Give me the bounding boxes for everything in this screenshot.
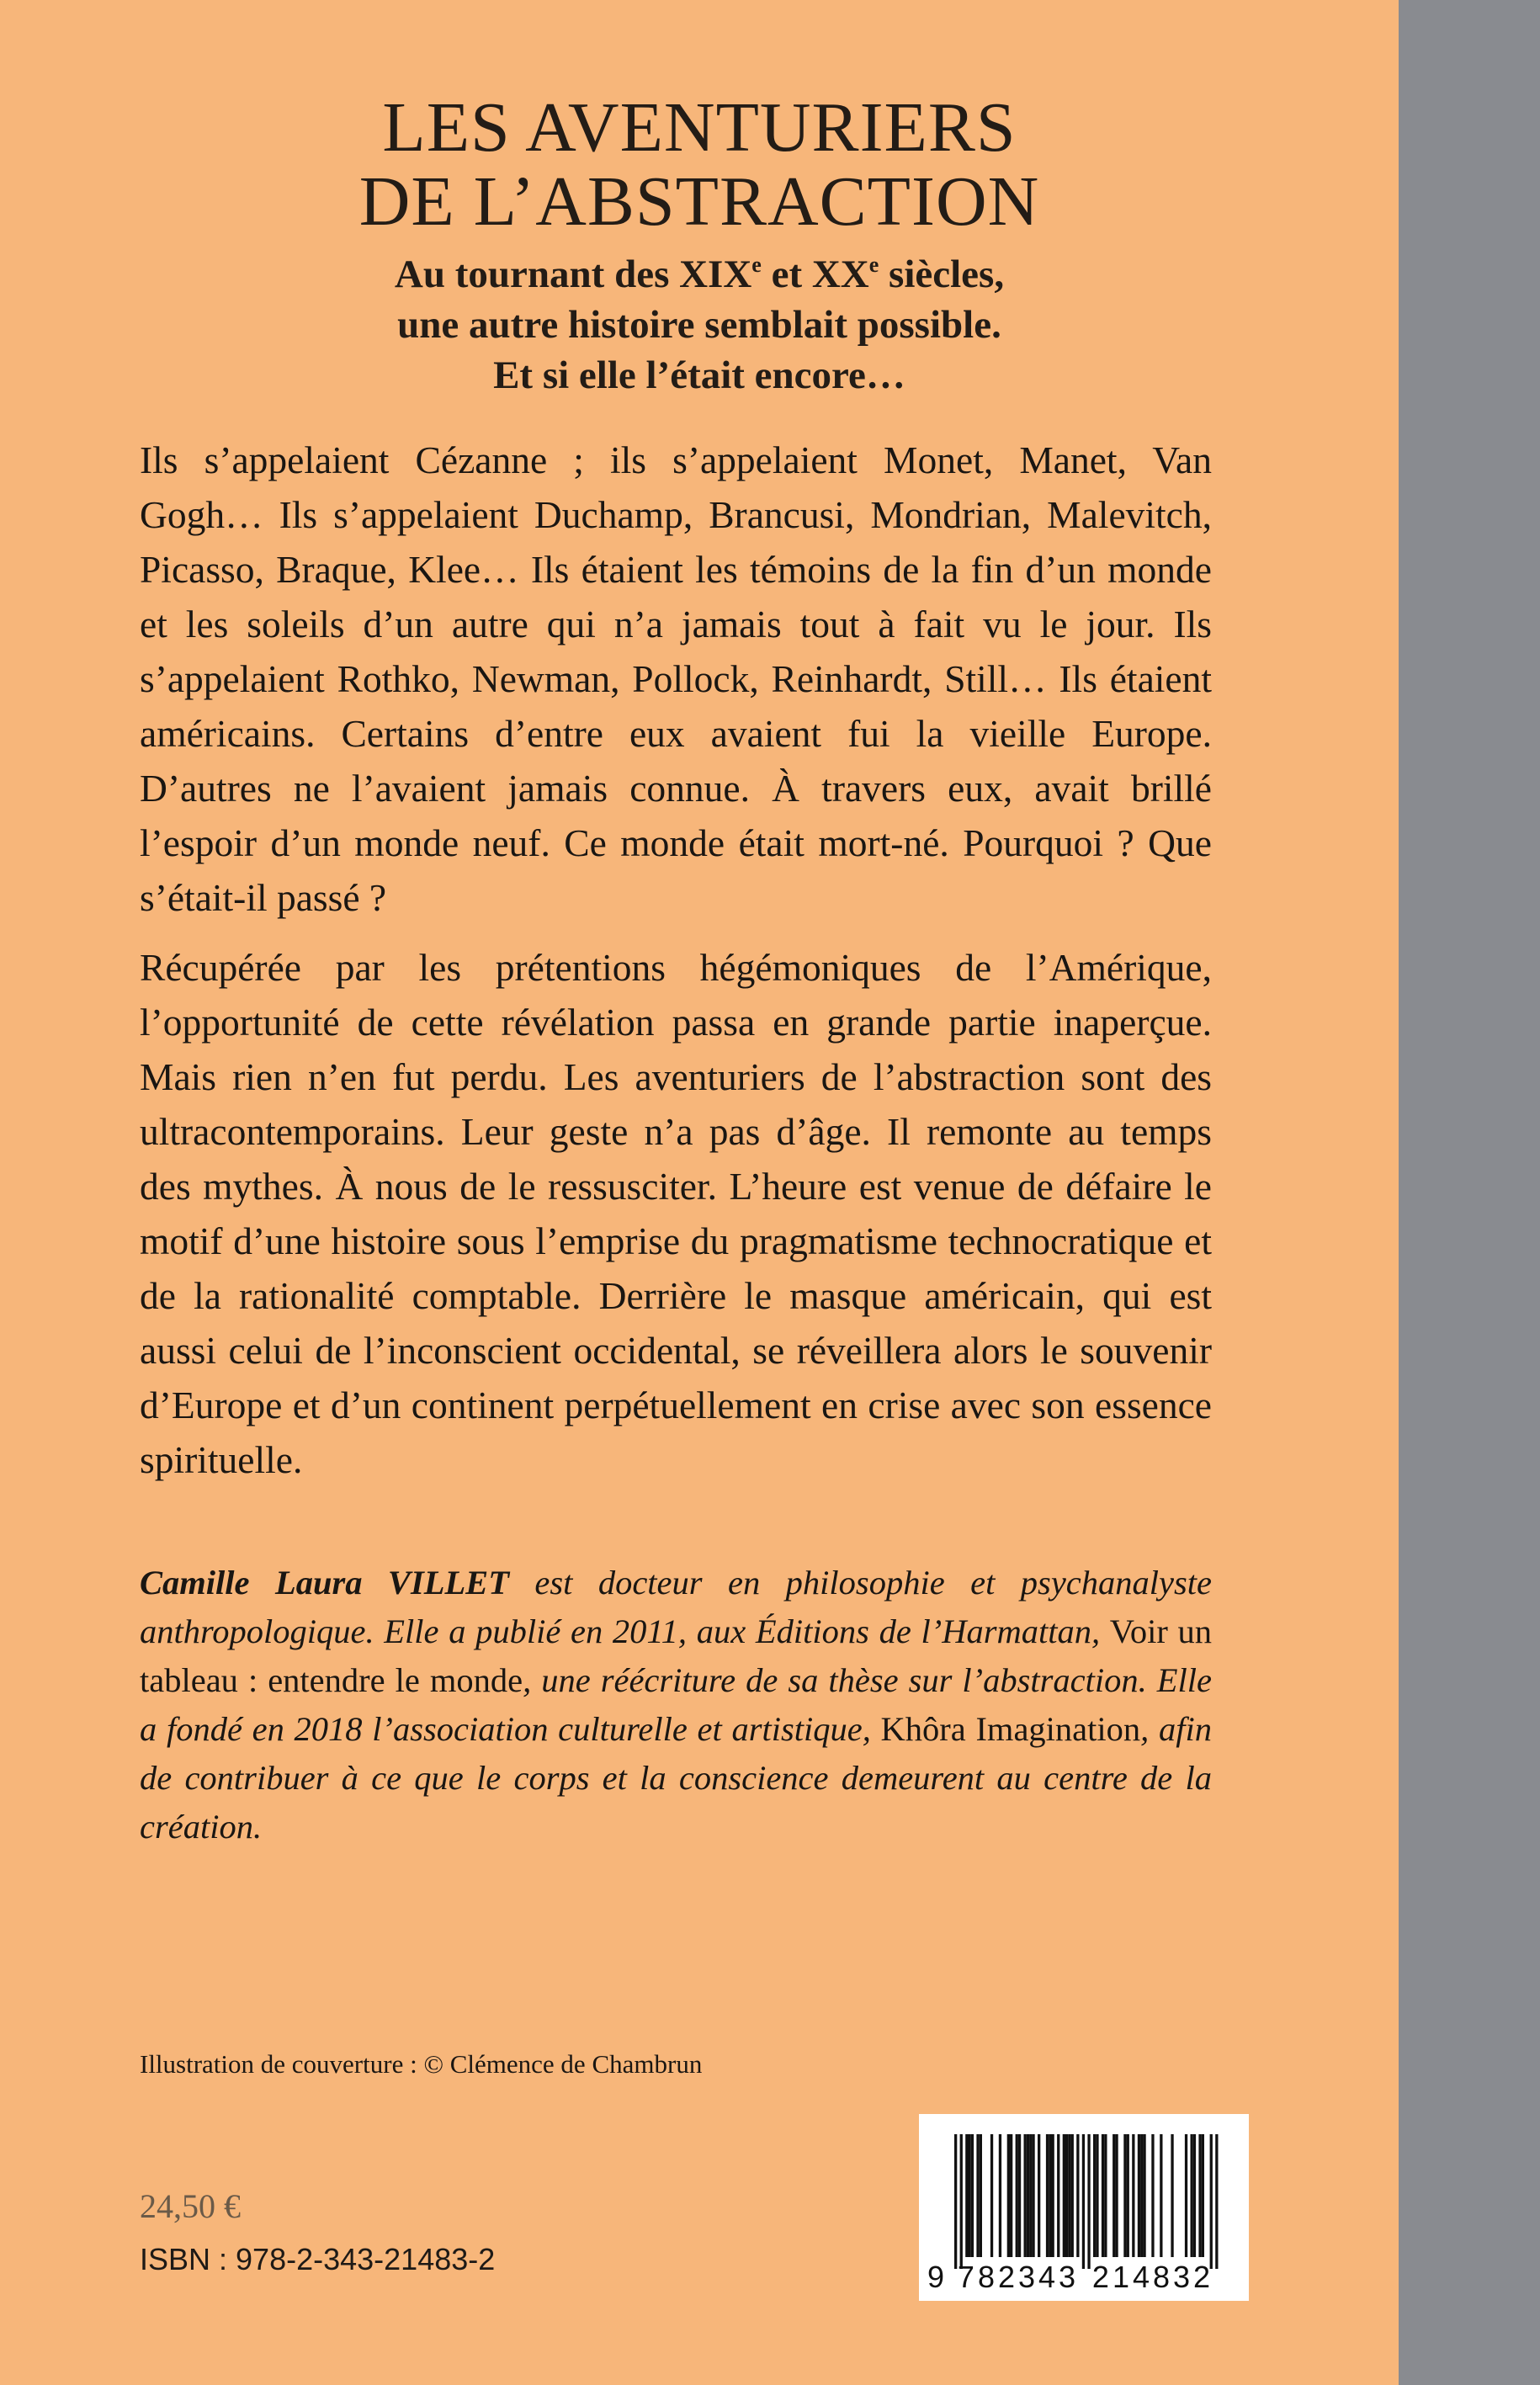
barcode-bar	[1127, 2134, 1129, 2257]
barcode-bar	[1087, 2134, 1090, 2269]
barcode-graphic	[919, 2114, 1249, 2301]
barcode-bar	[1038, 2134, 1040, 2257]
barcode	[919, 2114, 1249, 2301]
barcode-bar	[1057, 2134, 1059, 2257]
barcode-left-digits: 782343	[957, 2260, 1080, 2294]
author-bio: Camille Laura VILLET est docteur en philosophie et psychanalyste anthropologique. Elle a publié en 2011, aux Éditions de l’Harmattan, Voir un tableau : entendre le monde, une réécriture de sa thèse sur l’abstraction. Elle a fondé en 2018 l’association culturelle et artistique, Khôra Imagination, afin de contribuer à ce que le corps et la conscience demeurent au centre de la création.	[140, 1564, 1212, 1846]
tagline-line-2: une autre histoire semblait possible.	[397, 303, 1001, 347]
barcode-bar	[1210, 2134, 1213, 2269]
barcode-bar	[1071, 2134, 1074, 2257]
barcode-bar	[965, 2134, 968, 2257]
barcode-bar	[1171, 2134, 1173, 2257]
barcode-bar	[1068, 2134, 1070, 2257]
barcode-bar	[1191, 2134, 1193, 2257]
barcode-bar	[976, 2134, 979, 2257]
barcode-bar	[1138, 2134, 1140, 2257]
tagline	[0, 249, 1399, 401]
barcode-bar	[1029, 2134, 1032, 2257]
barcode-bar	[1160, 2134, 1162, 2257]
isbn: ISBN : 978-2-343-21483-2	[140, 2242, 496, 2276]
tagline-line-1: Au tournant des XIXe et XXe siècles,	[394, 252, 1005, 296]
barcode-lead-digit: 9	[927, 2260, 945, 2294]
barcode-bar	[1018, 2134, 1021, 2257]
barcode-bar	[1082, 2134, 1085, 2269]
barcode-bar	[971, 2134, 974, 2257]
barcode-bar	[1143, 2134, 1145, 2257]
barcode-bar	[1102, 2134, 1104, 2257]
barcode-bar	[969, 2134, 971, 2257]
illustration-credit: Illustration de couverture : © Clémence de Chambrun	[140, 2049, 703, 2079]
barcode-bar	[1096, 2134, 1098, 2257]
barcode-bar	[1193, 2134, 1196, 2257]
barcode-bar	[1016, 2134, 1018, 2257]
barcode-bar	[954, 2134, 957, 2269]
barcode-bar	[1076, 2134, 1079, 2257]
price: 24,50 €	[140, 2187, 241, 2225]
barcode-bar	[1010, 2134, 1012, 2257]
barcode-bar	[1049, 2134, 1051, 2257]
barcode-bar	[1140, 2134, 1143, 2257]
book-spine	[1399, 0, 1540, 2385]
barcode-bar	[1132, 2134, 1134, 2257]
barcode-bar	[1115, 2134, 1118, 2257]
barcode-bar	[1151, 2134, 1154, 2257]
barcode-bar	[990, 2134, 993, 2257]
author-name: Camille Laura VILLET	[140, 1564, 509, 1602]
title-line-2: DE L’ABSTRACTION	[358, 162, 1040, 241]
barcode-bar	[1046, 2134, 1049, 2257]
barcode-bar	[1027, 2134, 1029, 2257]
barcode-bar	[1093, 2134, 1096, 2257]
barcode-bar	[1052, 2134, 1054, 2257]
blurb-paragraph-2: Récupérée par les prétentions hégémoniques de l’Amérique, l’opportunité de cette révélation passa en grande partie inaperçue. Mais rien n’en fut perdu. Les aventuriers de l’abstraction sont des ultracontemporains. Leur geste n’a pas d’âge. Il remonte au temps des mythes. À nous de le ressusciter. L’heure est venue de défaire le motif d’une histoire sous l’emprise du pragmatisme technocratique et de la rationalité comptable. Derrière le masque américain, qui est aussi celui de l’inconscient occidental, se réveillera alors le souvenir d’Europe et d’un continent perpétuellement en crise avec son essence spirituelle.	[140, 946, 1212, 1481]
barcode-bar	[1215, 2134, 1218, 2269]
barcode-bar	[1113, 2134, 1115, 2257]
barcode-bar	[1104, 2134, 1107, 2257]
title-line-1: LES AVENTURIERS	[382, 88, 1017, 167]
blurb-paragraph-1: Ils s’appelaient Cézanne ; ils s’appelaient Monet, Manet, Van Gogh… Ils s’appelaient Duchamp, Brancusi, Mondrian, Malevitch, Picasso, Braque, Klee… Ils étaient les témoins de la fin d’un monde et les soleils d’un autre qui n’a jamais tout à fait vu le jour. Ils s’appelaient Rothko, Newman, Pollock, Reinhardt, Still… Ils étaient américains. Certains d’entre eux avaient fui la vieille Europe. D’autres ne l’avaient jamais connue. À travers eux, avait brillé l’espoir d’un monde neuf. Ce monde était mort-né. Pourquoi ? Que s’était-il passé ?	[140, 438, 1212, 919]
barcode-right-digits: 214832	[1091, 2260, 1214, 2294]
previous-book-title: Voir un tableau : entendre le monde	[140, 1612, 1212, 1699]
barcode-bar	[1198, 2134, 1201, 2257]
barcode-bar	[1185, 2134, 1187, 2257]
book-title	[0, 88, 1399, 241]
tagline-line-3: Et si elle l’était encore…	[493, 353, 905, 397]
association-name: Khôra Imagination	[880, 1710, 1141, 1748]
barcode-bar	[980, 2134, 982, 2257]
barcode-bar	[1065, 2134, 1068, 2257]
barcode-bar	[1032, 2134, 1034, 2257]
barcode-bar	[999, 2134, 1001, 2257]
barcode-bar	[960, 2134, 963, 2269]
barcode-bar	[1007, 2134, 1010, 2257]
barcode-bar	[1202, 2134, 1204, 2257]
barcode-bar	[1063, 2134, 1065, 2257]
barcode-bar	[1123, 2134, 1126, 2257]
barcode-bar	[1024, 2134, 1027, 2257]
